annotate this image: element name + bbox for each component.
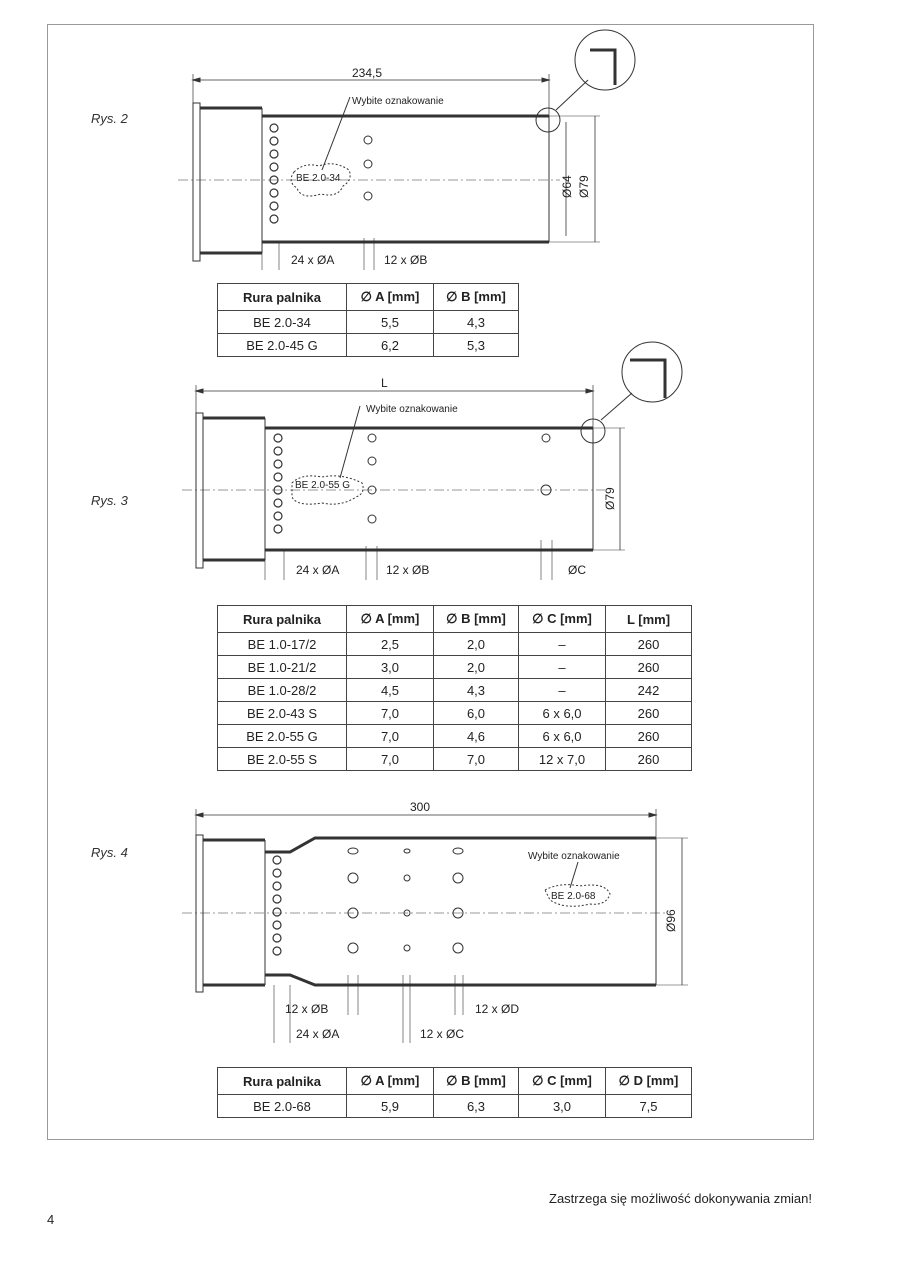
fig2-diam-outer: Ø79 bbox=[577, 175, 591, 198]
fig4-marking-label: Wybite oznakowanie bbox=[528, 851, 620, 862]
table-cell: BE 2.0-45 G bbox=[218, 334, 347, 357]
table-cell: BE 1.0-28/2 bbox=[218, 679, 347, 702]
table-cell: 260 bbox=[606, 725, 692, 748]
table-row bbox=[218, 656, 692, 679]
fig3-holes-c: ØC bbox=[568, 563, 586, 577]
table-cell: 2,5 bbox=[347, 633, 434, 656]
fig3-holes-a: 24 x ØA bbox=[296, 563, 340, 577]
figure-label-rys2: Rys. 2 bbox=[91, 111, 128, 126]
table-cell: 4,5 bbox=[347, 679, 434, 702]
table-cell: 4,3 bbox=[434, 311, 519, 334]
table-row bbox=[218, 311, 519, 334]
figure-4-drawing bbox=[182, 809, 688, 1043]
table-header-row bbox=[218, 606, 692, 633]
table-row bbox=[218, 748, 692, 771]
table-header: ∅ A [mm] bbox=[347, 284, 434, 311]
table-cell: 3,0 bbox=[519, 1095, 606, 1118]
table-cell: BE 2.0-34 bbox=[218, 311, 347, 334]
table-cell: BE 2.0-43 S bbox=[218, 702, 347, 725]
table-cell: 6 x 6,0 bbox=[519, 702, 606, 725]
fig2-holes-a: 24 x ØA bbox=[291, 253, 335, 267]
table-cell: 12 x 7,0 bbox=[519, 748, 606, 771]
table-header: Rura palnika bbox=[218, 284, 347, 311]
table-header: Rura palnika bbox=[218, 1068, 347, 1095]
footer-note: Zastrzega się możliwość dokonywania zmian! bbox=[549, 1191, 812, 1206]
fig4-holes-a: 24 x ØA bbox=[296, 1027, 340, 1041]
fig3-diam-outer: Ø79 bbox=[603, 487, 617, 510]
table-cell: 7,0 bbox=[347, 725, 434, 748]
table-cell: 7,0 bbox=[434, 748, 519, 771]
fig4-holes-d: 12 x ØD bbox=[475, 1002, 520, 1016]
figure-3-drawing bbox=[182, 342, 682, 580]
table-cell: 260 bbox=[606, 702, 692, 725]
table-cell: – bbox=[519, 656, 606, 679]
table-header: ∅ B [mm] bbox=[434, 606, 519, 633]
table-cell: 6,0 bbox=[434, 702, 519, 725]
table-cell: BE 1.0-17/2 bbox=[218, 633, 347, 656]
table-cell: 2,0 bbox=[434, 656, 519, 679]
fig4-diam-outer: Ø96 bbox=[664, 909, 678, 932]
table-cell: 2,0 bbox=[434, 633, 519, 656]
table-header: ∅ A [mm] bbox=[347, 606, 434, 633]
table-cell: 6,3 bbox=[434, 1095, 519, 1118]
table-row bbox=[218, 334, 519, 357]
table-cell: 5,3 bbox=[434, 334, 519, 357]
table-header: ∅ B [mm] bbox=[434, 1068, 519, 1095]
table-cell: 7,5 bbox=[606, 1095, 692, 1118]
table-cell: BE 2.0-68 bbox=[218, 1095, 347, 1118]
table-fig4 bbox=[217, 1067, 692, 1118]
table-header: ∅ C [mm] bbox=[519, 1068, 606, 1095]
fig3-length: L bbox=[381, 376, 388, 390]
table-row bbox=[218, 679, 692, 702]
table-cell: 260 bbox=[606, 633, 692, 656]
fig2-length: 234,5 bbox=[352, 66, 383, 80]
fig4-holes-b: 12 x ØB bbox=[285, 1002, 329, 1016]
fig3-marking-label: Wybite oznakowanie bbox=[366, 404, 458, 415]
table-header: Rura palnika bbox=[218, 606, 347, 633]
table-header: ∅ C [mm] bbox=[519, 606, 606, 633]
figure-label-rys3: Rys. 3 bbox=[91, 493, 128, 508]
table-cell: 6,2 bbox=[347, 334, 434, 357]
table-header: L [mm] bbox=[606, 606, 692, 633]
table-cell: 242 bbox=[606, 679, 692, 702]
table-row bbox=[218, 725, 692, 748]
table-row bbox=[218, 1095, 692, 1118]
table-cell: 6 x 6,0 bbox=[519, 725, 606, 748]
table-cell: 260 bbox=[606, 748, 692, 771]
table-row bbox=[218, 702, 692, 725]
table-cell: BE 1.0-21/2 bbox=[218, 656, 347, 679]
table-header: ∅ A [mm] bbox=[347, 1068, 434, 1095]
fig2-marking-code: BE 2.0-34 bbox=[296, 173, 341, 184]
table-cell: BE 2.0-55 S bbox=[218, 748, 347, 771]
table-cell: – bbox=[519, 633, 606, 656]
fig3-marking-code: BE 2.0-55 G bbox=[295, 480, 351, 491]
table-cell: 3,0 bbox=[347, 656, 434, 679]
table-cell: 5,9 bbox=[347, 1095, 434, 1118]
table-cell: 7,0 bbox=[347, 702, 434, 725]
table-cell: 4,6 bbox=[434, 725, 519, 748]
table-cell: – bbox=[519, 679, 606, 702]
fig4-length: 300 bbox=[410, 800, 431, 814]
fig2-marking-label: Wybite oznakowanie bbox=[352, 96, 444, 107]
table-cell: 260 bbox=[606, 656, 692, 679]
table-cell: BE 2.0-55 G bbox=[218, 725, 347, 748]
fig2-holes-b: 12 x ØB bbox=[384, 253, 428, 267]
table-header-row bbox=[218, 284, 519, 311]
fig4-holes-c: 12 x ØC bbox=[420, 1027, 465, 1041]
table-header: ∅ D [mm] bbox=[606, 1068, 692, 1095]
table-fig2 bbox=[217, 283, 519, 357]
table-cell: 4,3 bbox=[434, 679, 519, 702]
figure-label-rys4: Rys. 4 bbox=[91, 845, 128, 860]
table-row bbox=[218, 633, 692, 656]
table-header-row bbox=[218, 1068, 692, 1095]
fig4-marking-code: BE 2.0-68 bbox=[551, 891, 596, 902]
fig2-diam-inner: Ø64 bbox=[560, 175, 574, 198]
table-header: ∅ B [mm] bbox=[434, 284, 519, 311]
table-cell: 5,5 bbox=[347, 311, 434, 334]
page-number: 4 bbox=[47, 1212, 55, 1227]
fig3-holes-b: 12 x ØB bbox=[386, 563, 430, 577]
table-cell: 7,0 bbox=[347, 748, 434, 771]
table-fig3 bbox=[217, 605, 692, 771]
figure-2-drawing bbox=[178, 30, 635, 270]
